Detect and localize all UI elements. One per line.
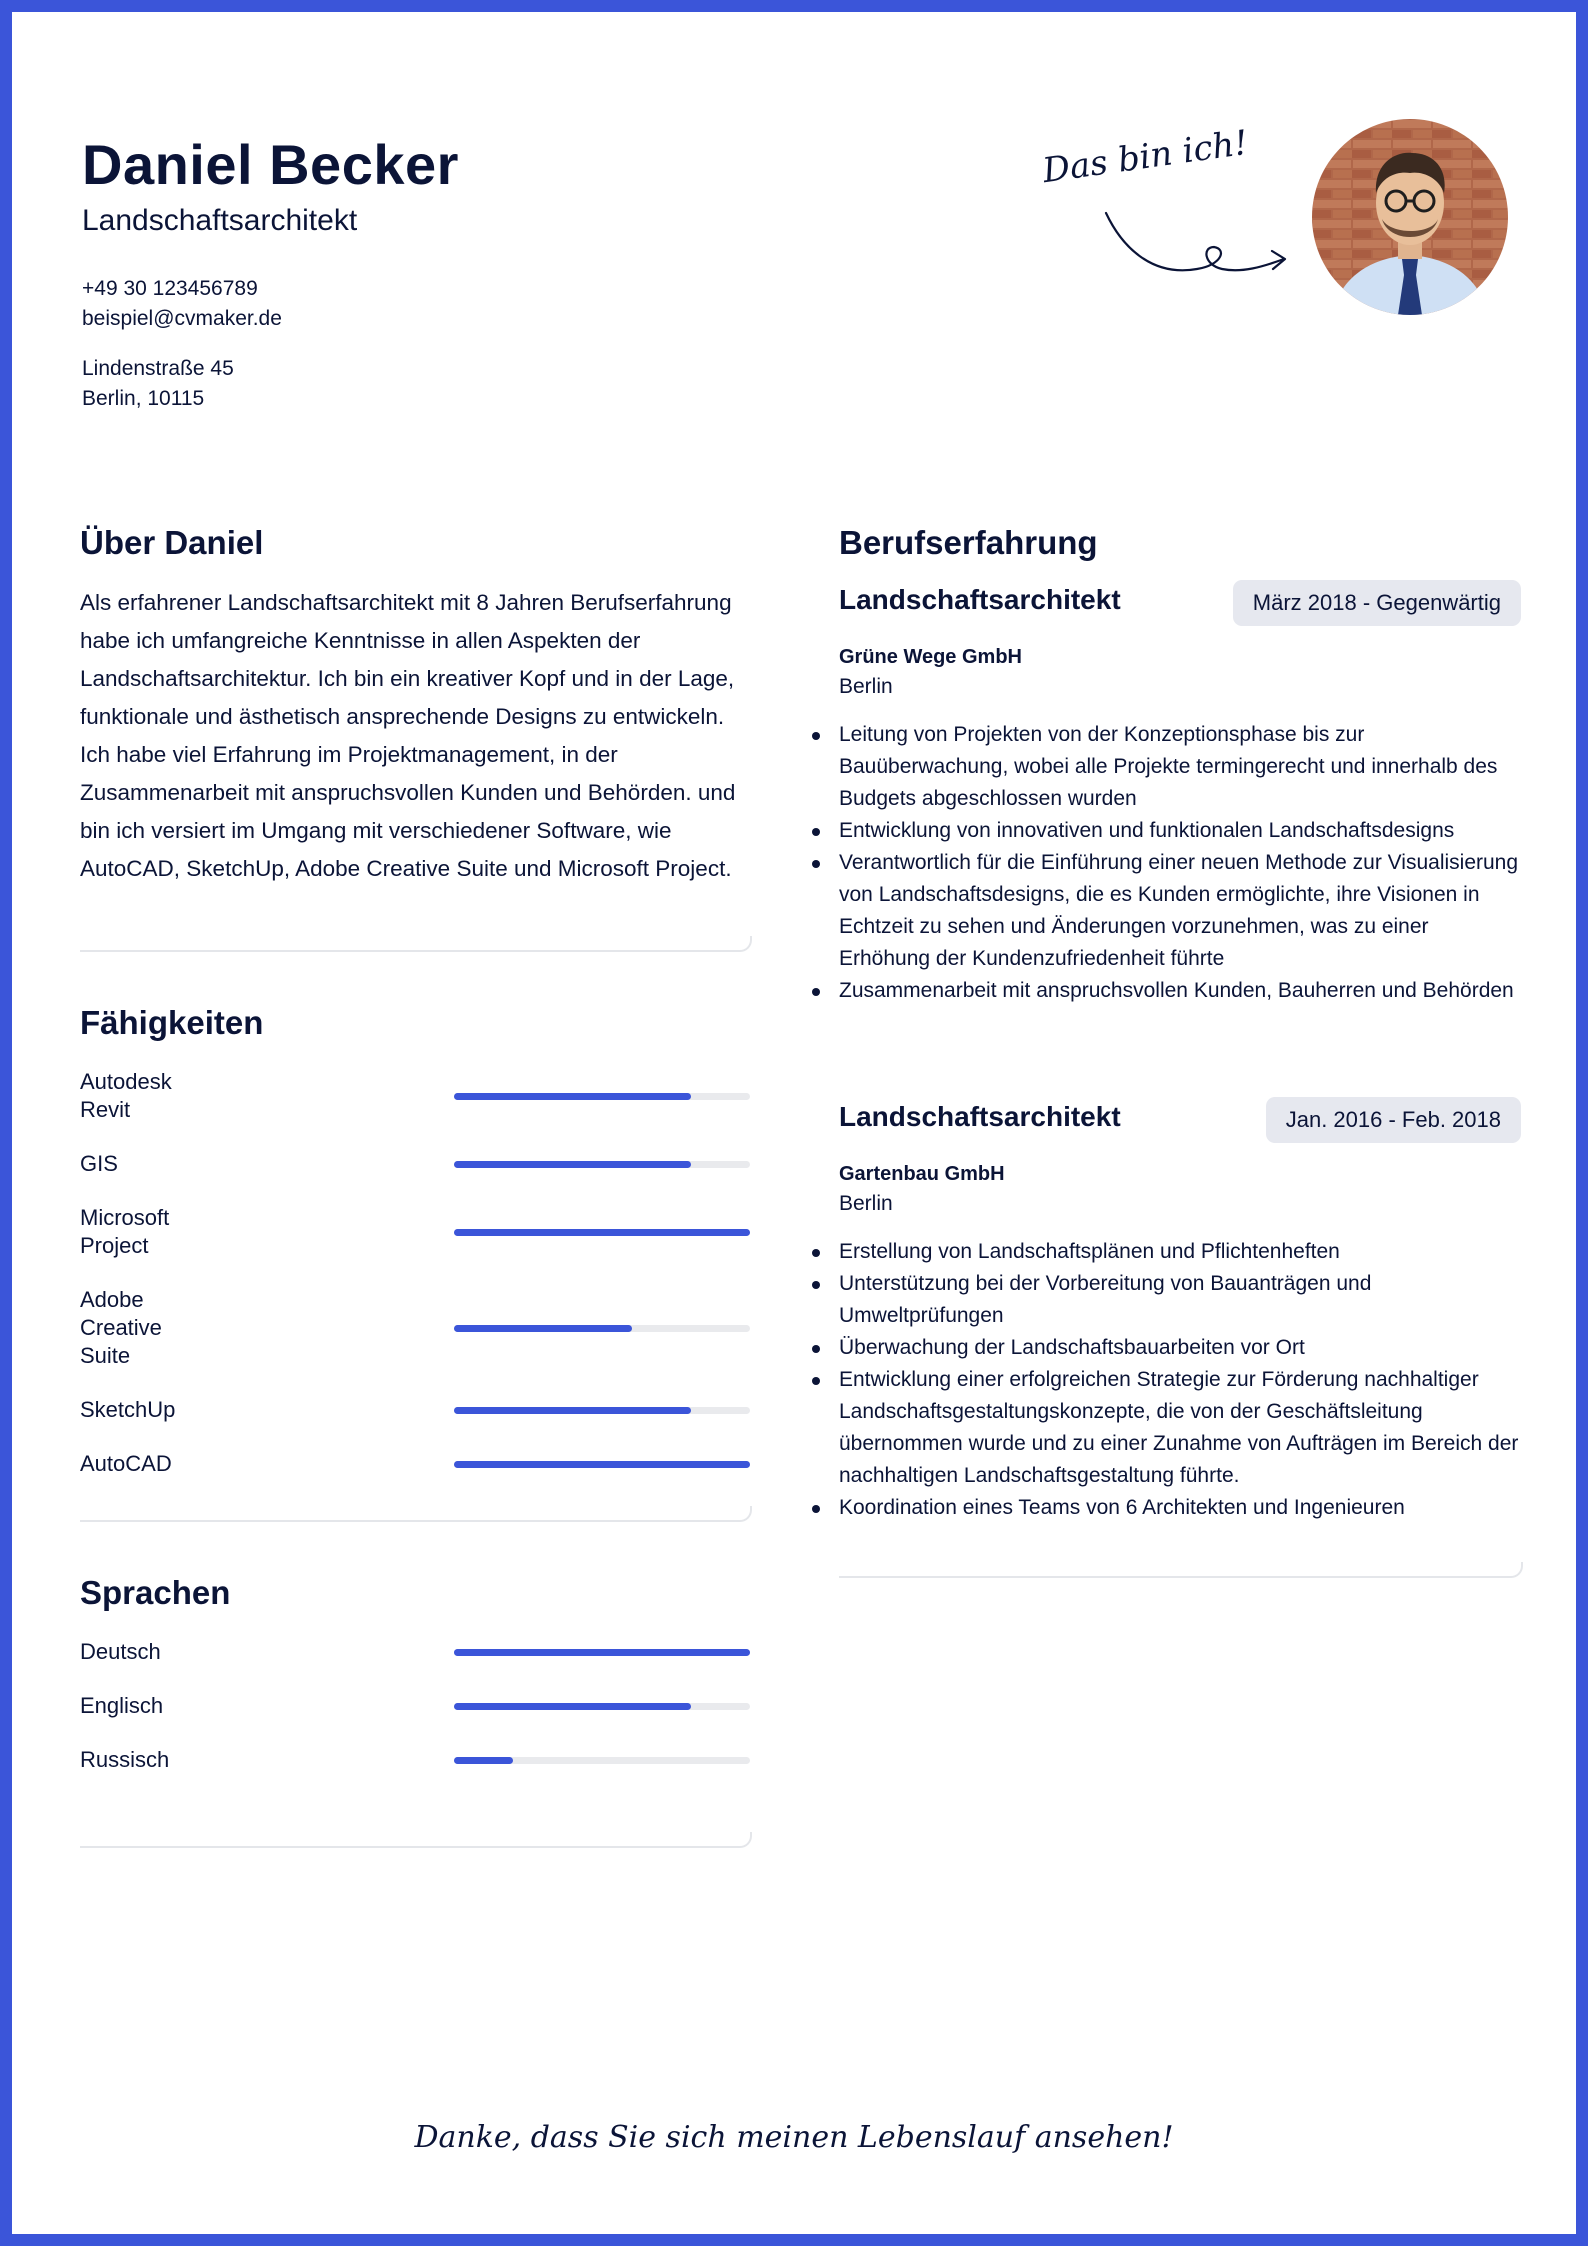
left-column bbox=[80, 524, 750, 1848]
street: Lindenstraße 45 bbox=[82, 357, 234, 380]
job-title: Landschaftsarchitekt bbox=[82, 204, 358, 237]
skill-row bbox=[80, 1286, 750, 1370]
skill-label: SketchUp bbox=[80, 1397, 176, 1422]
skill-label: GIS bbox=[80, 1151, 118, 1176]
resume-page bbox=[12, 12, 1576, 2234]
city: Berlin, 10115 bbox=[82, 387, 205, 410]
skill-level-fill bbox=[454, 1407, 691, 1414]
languages-section bbox=[80, 1574, 750, 1848]
experience-heading: Berufserfahrung bbox=[839, 524, 1098, 561]
languages-list bbox=[80, 1638, 750, 1774]
footer-note: Danke, dass Sie sich meinen Lebenslauf ansehen! bbox=[414, 2120, 1174, 2155]
skills-heading: Fähigkeiten bbox=[80, 1004, 264, 1041]
language-level-bar bbox=[454, 1703, 750, 1710]
list-item: Entwicklung von innovativen und funktionalen Landschaftsdesigns bbox=[839, 815, 1521, 847]
skills-section bbox=[80, 1004, 750, 1522]
skill-row bbox=[80, 1396, 750, 1424]
section-divider bbox=[80, 1832, 752, 1848]
skill-label: Autodesk Revit bbox=[80, 1069, 172, 1122]
handwritten-note: Das bin ich! bbox=[1040, 122, 1251, 192]
skill-level-bar bbox=[454, 1161, 750, 1168]
name-title: Daniel Becker bbox=[82, 133, 459, 196]
address-block bbox=[82, 354, 459, 414]
skill-row bbox=[80, 1450, 750, 1478]
list-item: Erstellung von Landschaftsplänen und Pflichtenheften bbox=[839, 1236, 1521, 1268]
job-entry bbox=[839, 1097, 1521, 1578]
skill-level-fill bbox=[454, 1325, 632, 1332]
skill-level-bar bbox=[454, 1325, 750, 1332]
skill-row bbox=[80, 1150, 750, 1178]
job-bullets bbox=[839, 719, 1521, 1007]
email: beispiel@cvmaker.de bbox=[82, 307, 282, 330]
skill-level-bar bbox=[454, 1229, 750, 1236]
skill-level-fill bbox=[454, 1161, 691, 1168]
skill-row bbox=[80, 1204, 750, 1260]
job-city: Berlin bbox=[839, 675, 893, 698]
languages-heading: Sprachen bbox=[80, 1574, 231, 1611]
section-divider bbox=[80, 1506, 752, 1522]
job-entry-title: Landschaftsarchitekt bbox=[839, 1101, 1121, 1132]
language-level-bar bbox=[454, 1757, 750, 1764]
skill-label: Adobe Creative Suite bbox=[80, 1287, 162, 1368]
skill-level-bar bbox=[454, 1461, 750, 1468]
language-label: Russisch bbox=[80, 1747, 170, 1772]
date-badge: März 2018 - Gegenwärtig bbox=[1233, 580, 1521, 626]
about-heading: Über Daniel bbox=[80, 524, 264, 561]
job-bullets bbox=[839, 1236, 1521, 1524]
date-badge: Jan. 2016 - Feb. 2018 bbox=[1266, 1097, 1521, 1143]
about-section bbox=[80, 524, 750, 952]
list-item: Unterstützung bei der Vorbereitung von Bauanträgen und Umweltprüfungen bbox=[839, 1268, 1521, 1332]
language-level-fill bbox=[454, 1757, 513, 1764]
skill-label: Microsoft Project bbox=[80, 1205, 170, 1258]
language-level-fill bbox=[454, 1703, 691, 1710]
language-row bbox=[80, 1746, 750, 1774]
skill-level-fill bbox=[454, 1461, 750, 1468]
curly-arrow-icon bbox=[1102, 207, 1292, 297]
list-item: Zusammenarbeit mit anspruchsvollen Kunden, Bauherren und Behörden bbox=[839, 975, 1521, 1007]
job-entry bbox=[839, 580, 1521, 1007]
skill-level-bar bbox=[454, 1407, 750, 1414]
language-row bbox=[80, 1692, 750, 1720]
job-city: Berlin bbox=[839, 1192, 893, 1215]
company-name: Gartenbau GmbH bbox=[839, 1163, 1005, 1185]
language-level-fill bbox=[454, 1649, 750, 1656]
list-item: Überwachung der Landschaftsbauarbeiten vor Ort bbox=[839, 1332, 1521, 1364]
company-name: Grüne Wege GmbH bbox=[839, 646, 1022, 668]
skill-level-fill bbox=[454, 1093, 691, 1100]
language-row bbox=[80, 1638, 750, 1666]
contact-block bbox=[82, 274, 459, 334]
phone: +49 30 123456789 bbox=[82, 277, 258, 300]
list-item: Entwicklung einer erfolgreichen Strategie zur Förderung nachhaltiger Landschaftsgestaltungskonzepte, die von der Geschäftsleitung übernommen wurde und zu einer Zunahme von Aufträgen im Bereich der nachhaltigen Landschaftsgestaltung führte. bbox=[839, 1364, 1521, 1492]
header bbox=[82, 132, 459, 414]
skill-row bbox=[80, 1068, 750, 1124]
list-item: Koordination eines Teams von 6 Architekten und Ingenieuren bbox=[839, 1492, 1521, 1524]
list-item: Verantwortlich für die Einführung einer neuen Methode zur Visualisierung von Landschaftsdesigns, die es Kunden ermöglichte, ihre Visionen in Echtzeit zu sehen und Änderungen vorzunehmen, was zu einer Erhöhung der Kundenzufriedenheit führte bbox=[839, 847, 1521, 975]
language-label: Deutsch bbox=[80, 1639, 161, 1664]
skill-label: AutoCAD bbox=[80, 1451, 172, 1476]
job-entry-title: Landschaftsarchitekt bbox=[839, 584, 1121, 615]
section-divider bbox=[80, 936, 752, 952]
skills-list bbox=[80, 1068, 750, 1478]
right-column bbox=[839, 524, 1521, 1578]
list-item: Leitung von Projekten von der Konzeptionsphase bis zur Bauüberwachung, wobei alle Projekte termingerecht und innerhalb des Budgets abgeschlossen wurden bbox=[839, 719, 1521, 815]
skill-level-bar bbox=[454, 1093, 750, 1100]
section-divider bbox=[839, 1562, 1523, 1578]
profile-photo bbox=[1312, 119, 1508, 315]
language-label: Englisch bbox=[80, 1693, 164, 1718]
skill-level-fill bbox=[454, 1229, 750, 1236]
about-text: Als erfahrener Landschaftsarchitekt mit 8 Jahren Berufserfahrung habe ich umfangreiche Kenntnisse in allen Aspekten der Landschaftsarchitektur. Ich bin ein kreativer Kopf und in der Lage, funktionale und ästhetisch ansprechende Designs zu entwickeln. Ich habe viel Erfahrung im Projektmanagement, in der Zusammenarbeit mit anspruchsvollen Kunden und Behörden. und bin ich versiert im Umgang mit verschiedener Software, wie AutoCAD, SketchUp, Adobe Creative Suite und Microsoft Project. bbox=[80, 590, 736, 881]
language-level-bar bbox=[454, 1649, 750, 1656]
